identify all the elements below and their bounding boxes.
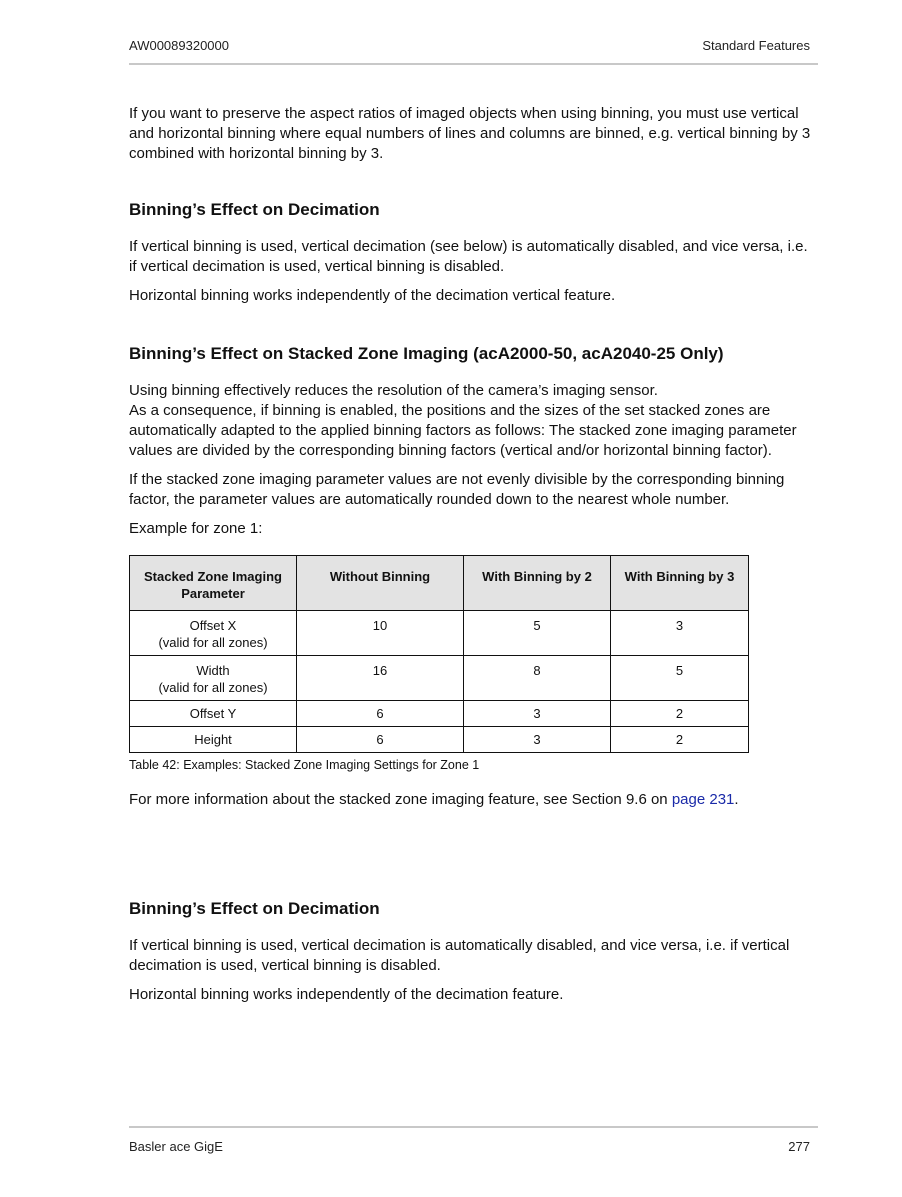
section-heading: Binning’s Effect on Decimation: [129, 200, 380, 219]
page-footer: [129, 1139, 810, 1154]
chapter-title: Standard Features: [702, 38, 810, 53]
product-name: Basler ace GigE: [129, 1139, 223, 1154]
page-header: [129, 38, 810, 53]
table-row: Offset Y 6 3 2: [130, 701, 749, 727]
paragraph: Using binning effectively reduces the resolution of the camera’s imaging sensor.: [129, 382, 658, 399]
table-row: Width (valid for all zones) 16 8 5: [130, 656, 749, 701]
document-id: AW00089320000: [129, 38, 229, 53]
section-decimation-2: [129, 899, 817, 1005]
table-caption: Table 42: Examples: Stacked Zone Imaging Settings for Zone 1: [129, 758, 480, 772]
stacked-zone-table: [129, 555, 749, 753]
table-row: Offset X (valid for all zones) 10 5 3: [130, 611, 749, 656]
section-heading: Binning’s Effect on Decimation: [129, 899, 380, 918]
paragraph: If the stacked zone imaging parameter values are not evenly divisible by the corresponding binning factor, the parameter values are automatically rounded down to the nearest whole number.: [129, 471, 785, 508]
page-231-link[interactable]: page 231: [671, 791, 735, 808]
table-header-row: Stacked Zone Imaging Parameter Without Binning With Binning by 2 With Binning by 3: [130, 556, 749, 611]
more-info-paragraph: For more information about the stacked zone imaging feature, see Section 9.6 on page 231.: [129, 791, 739, 808]
header-rule: [129, 63, 818, 65]
page-number: 277: [788, 1139, 810, 1154]
paragraph: Example for zone 1:: [129, 520, 263, 537]
intro-paragraph: If you want to preserve the aspect ratios of imaged objects when using binning, you must use vertical and horizontal binning where equal numbers of lines and columns are binned, e.g. vertical binning by 3 combined with horizontal binning by 3.: [129, 105, 811, 162]
section-heading: Binning’s Effect on Stacked Zone Imaging (acA2000-50, acA2040-25 Only): [129, 344, 724, 363]
paragraph: Horizontal binning works independently of the decimation vertical feature.: [129, 287, 616, 304]
footer-rule: [129, 1126, 818, 1128]
section-stacked-zone: [129, 344, 817, 810]
paragraph: Horizontal binning works independently of the decimation feature.: [129, 986, 564, 1003]
paragraph: If vertical binning is used, vertical decimation is automatically disabled, and vice versa, i.e. if vertical decimation is used, vertical binning is disabled.: [129, 937, 790, 974]
section-decimation-1: [129, 200, 817, 306]
paragraph: As a consequence, if binning is enabled, the positions and the sizes of the set stacked zones are automatically adapted to the applied binning factors as follows: The stacked zone imaging parameter values are divided by the corresponding binning factors (vertical and/or horizontal binning factor).: [129, 402, 797, 459]
table-row: Height 6 3 2: [130, 727, 749, 753]
paragraph: If vertical binning is used, vertical decimation (see below) is automatically disabled, and vice versa, i.e. if vertical decimation is used, vertical binning is disabled.: [129, 238, 808, 275]
